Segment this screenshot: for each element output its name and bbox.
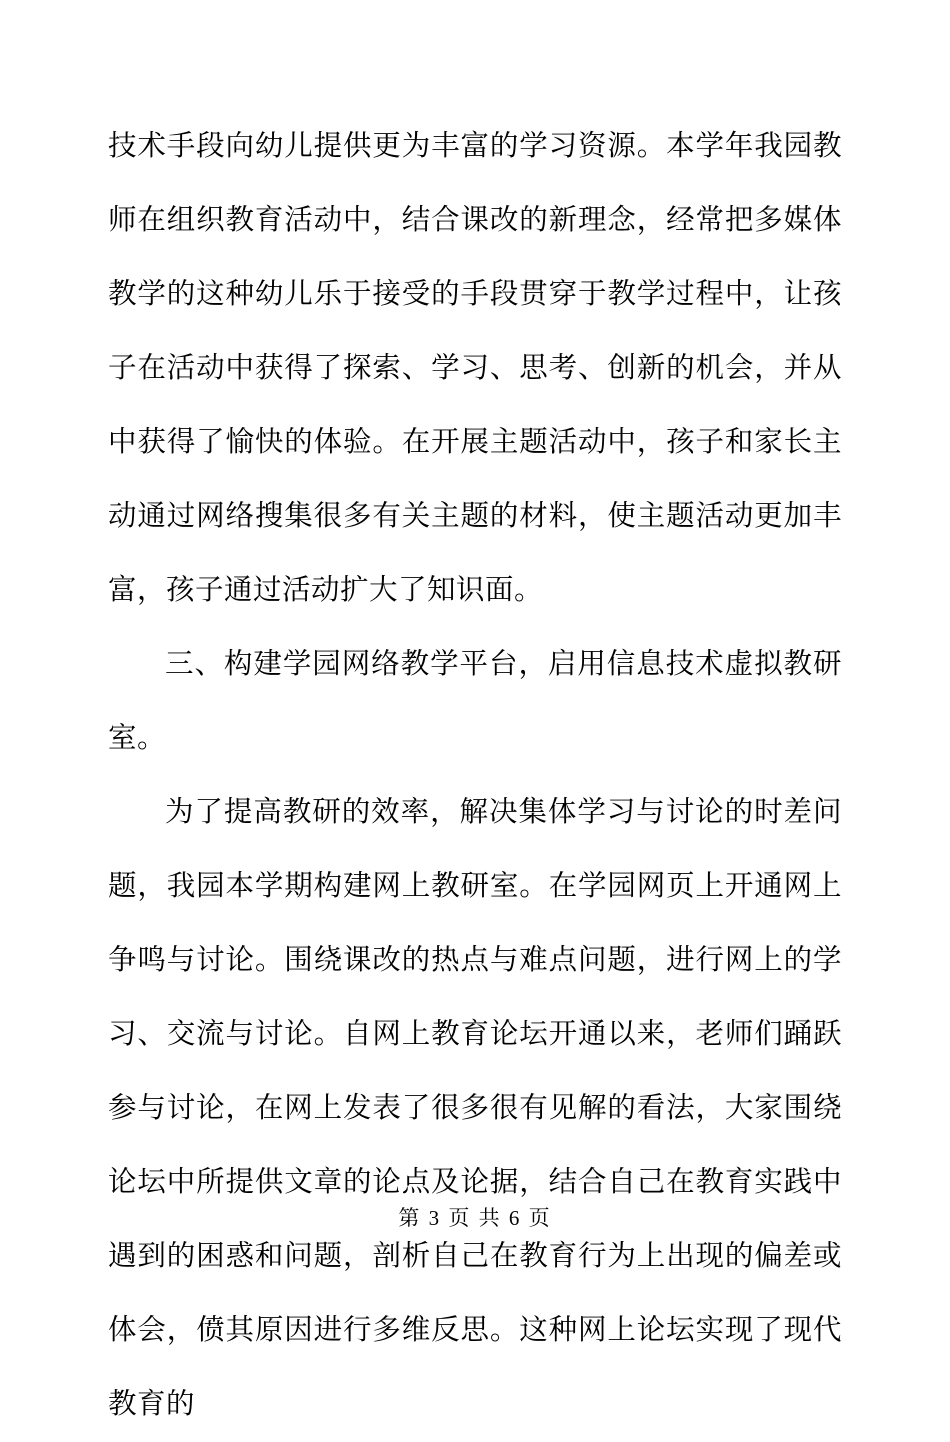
paragraph-body-two: 为了提高教研的效率，解决集体学习与讨论的时差问题，我园本学期构建网上教研室。在学园网页上开通网上争鸣与讨论。围绕课改的热点与难点问题，进行网上的学习、交流与讨论。自网上教育论坛开通以来，老师们踊跃参与讨论，在网上发表了很多很有见解的看法，大家围绕论坛中所提供文章的论点及论据，结合自己在教育实践中遇到的困惑和问题，剖析自己在教育行为上出现的偏差或体会，偾其原因进行多维反思。这种网上论坛实现了现代教育的 bbox=[108, 797, 842, 1420]
document-body bbox=[108, 110, 842, 1442]
page-footer bbox=[0, 1202, 950, 1232]
paragraph-section-heading-three: 三、构建学园网络教学平台，启用信息技术虚拟教研室。 bbox=[108, 649, 842, 754]
paragraph-continuation: 技术手段向幼儿提供更为丰富的学习资源。本学年我园教师在组织教育活动中，结合课改的新理念，经常把多媒体教学的这种幼儿乐于接受的手段贯穿于教学过程中，让孩子在活动中获得了探索、学习、思考、创新的机会，并从中获得了愉快的体验。在开展主题活动中，孩子和家长主动通过网络搜集很多有关主题的材料，使主题活动更加丰富，孩子通过活动扩大了知识面。 bbox=[108, 131, 842, 606]
page-number-text: 第 3 页 共 6 页 bbox=[398, 1206, 552, 1230]
